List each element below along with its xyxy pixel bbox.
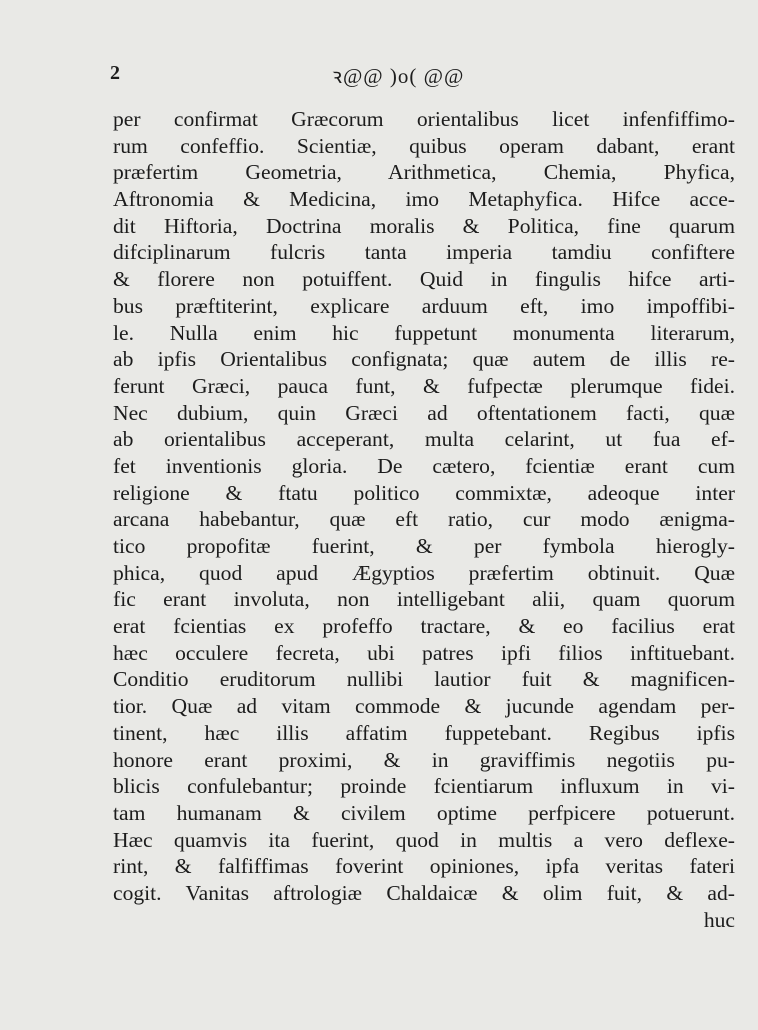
text-line: religione & ftatu politico commixtæ, adeoque inter: [113, 480, 735, 505]
text-line: difciplinarum fulcris tanta imperia tamdiu confiftere: [113, 240, 735, 265]
text-line: ferunt Græci, pauca funt, & fufpectæ plerumque fidei.: [113, 373, 735, 398]
text-line: fet inventionis gloria. De cætero, fcientiæ erant cum: [113, 453, 735, 478]
text-line: tam humanam & civilem optime perfpicere potuerunt.: [113, 800, 735, 825]
text-line: tinent, hæc illis affatim fuppetebant. Regibus ipfis: [113, 720, 735, 745]
text-line: fic erant involuta, non intelligebant alii, quam quorum: [113, 587, 735, 612]
text-line: le. Nulla enim hic fuppetunt monumenta literarum,: [113, 320, 735, 345]
text-line: Hæc quamvis ita fuerint, quod in multis a vero deflexe-: [113, 827, 735, 852]
body-text: [113, 106, 735, 933]
header-ornament: ꝛ@@ )o( @@: [332, 64, 465, 88]
text-line: rum confeffio. Scientiæ, quibus operam dabant, erant: [113, 133, 735, 158]
text-line: & florere non potuiffent. Quid in fingulis hifce arti-: [113, 267, 735, 292]
text-line: dit Hiftoria, Doctrina moralis & Politica, fine quarum: [113, 213, 735, 238]
text-line: Aftronomia & Medicina, imo Metaphyfica. Hifce acce-: [113, 187, 735, 212]
text-line: ab orientalibus acceperant, multa celarint, ut fua ef-: [113, 427, 735, 452]
text-line: ab ipfis Orientalibus confignata; quæ autem de illis re-: [113, 347, 735, 372]
text-line: blicis confulebantur; proinde fcientiarum influxum in vi-: [113, 774, 735, 799]
text-line: arcana habebantur, quæ eft ratio, cur modo ænigma-: [113, 507, 735, 532]
text-line: præfertim Geometria, Arithmetica, Chemia, Phyfica,: [113, 160, 735, 185]
text-line: phica, quod apud Ægyptios præfertim obtinuit. Quæ: [113, 560, 735, 585]
text-line: bus præftiterint, explicare arduum eft, imo impoffibi-: [113, 293, 735, 318]
text-line: rint, & falfiffimas foverint opiniones, ipfa veritas fateri: [113, 854, 735, 879]
text-line: Nec dubium, quin Græci ad oftentationem facti, quæ: [113, 400, 735, 425]
text-line: erat fcientias ex profeffo tractare, & eo facilius erat: [113, 614, 735, 639]
running-head: [110, 62, 730, 92]
text-line: tior. Quæ ad vitam commode & jucunde agendam per-: [113, 694, 735, 719]
text-line: cogit. Vanitas aftrologiæ Chaldaicæ & olim fuit, & ad-: [113, 880, 735, 905]
text-line: per confirmat Græcorum orientalibus licet infenfiffimo-: [113, 107, 735, 131]
text-line: hæc occulere fecreta, ubi patres ipfi filios inftituebant.: [113, 640, 735, 665]
text-line: Conditio eruditorum nullibi lautior fuit & magnificen-: [113, 667, 735, 692]
page-number: 2: [110, 62, 120, 84]
text-line: honore erant proximi, & in graviffimis negotiis pu-: [113, 747, 735, 772]
text-line: tico propofitæ fuerint, & per fymbola hierogly-: [113, 534, 735, 558]
catchword: huc: [703, 907, 735, 932]
